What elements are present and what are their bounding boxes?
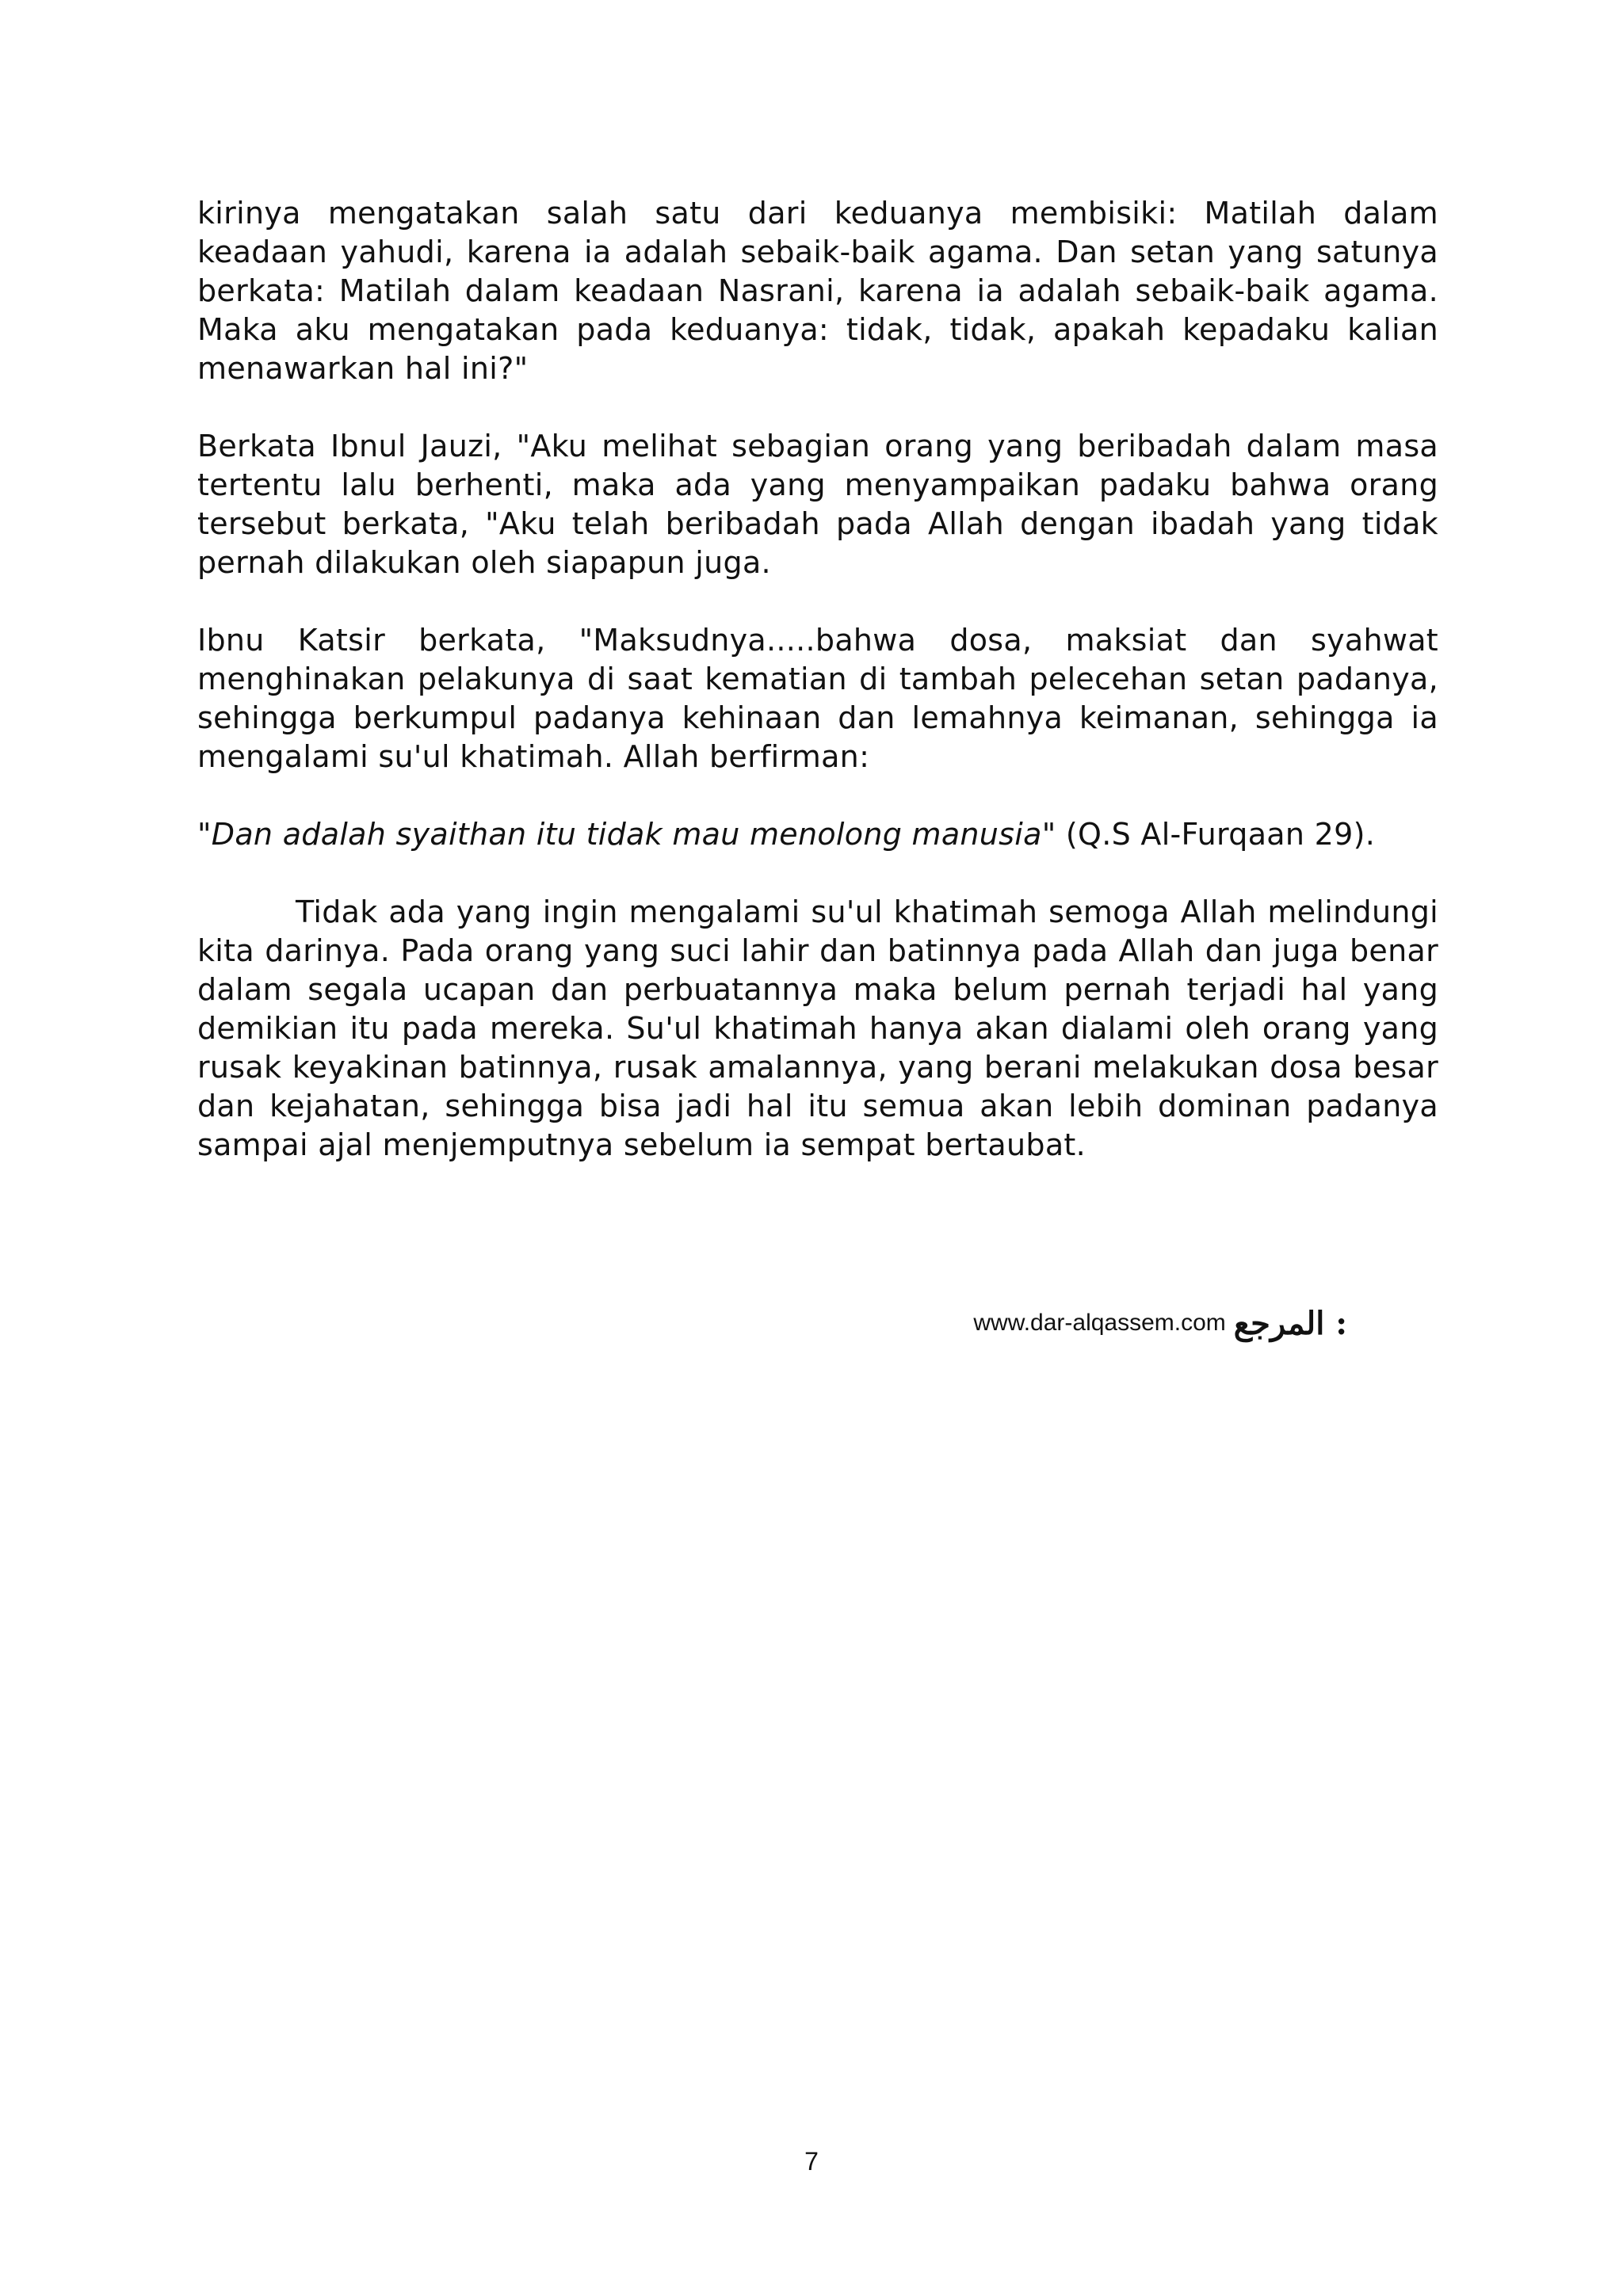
reference-url: www.dar-alqassem.com: [973, 1310, 1226, 1336]
page-number: 7: [804, 2147, 819, 2176]
quote-citation: (Q.S Al-Furqaan 29).: [1056, 817, 1376, 852]
paragraph-2: Berkata Ibnul Jauzi, "Aku melihat sebagian orang yang beribadah dalam masa tertentu lalu berhenti, maka ada yang menyampaikan padaku bahwa orang tersebut berkata, "Aku telah beribadah pada Allah dengan ibadah yang tidak pernah dilakukan oleh siapapun juga.: [197, 429, 1438, 580]
paragraph-3: Ibnu Katsir berkata, "Maksudnya.....bahwa dosa, maksiat dan syahwat menghinakan pelakunya di saat kematian di tambah pelecehan setan padanya, sehingga berkumpul padanya kehinaan dan lemahnya keimanan, sehingga ia mengalami su'ul khatimah. Allah berfirman:: [197, 623, 1438, 774]
paragraph-1: kirinya mengatakan salah satu dari keduanya membisiki: Matilah dalam keadaan yahudi, karena ia adalah sebaik-baik agama. Dan setan yang satunya berkata: Matilah dalam keadaan Nasrani, karena ia adalah sebaik-baik agama. Maka aku mengatakan pada keduanya: tidak, tidak, apakah kepadaku kalian menawarkan hal ini?": [197, 196, 1438, 386]
quran-quote: [197, 815, 1438, 854]
paragraph-5: Tidak ada yang ingin mengalami su'ul khatimah semoga Allah melindungi kita darinya. Pada orang yang suci lahir dan batinnya pada Allah dan juga benar dalam segala ucapan dan perbuatannya maka belum pernah terjadi hal yang demikian itu pada mereka. Su'ul khatimah hanya akan dialami oleh orang yang rusak keyakinan batinnya, rusak amalannya, yang berani melakukan dosa besar dan kejahatan, sehingga bisa jadi hal itu semua akan lebih dominan padanya sampai ajal menjemputnya sebelum ia sempat bertaubat.: [197, 894, 1438, 1162]
reference-label: : المرجع: [1233, 1304, 1347, 1342]
quote-text: "Dan adalah syaithan itu tidak mau menolong manusia": [197, 817, 1056, 852]
document-body: [197, 194, 1438, 1165]
reference-line: [935, 1299, 1347, 1347]
